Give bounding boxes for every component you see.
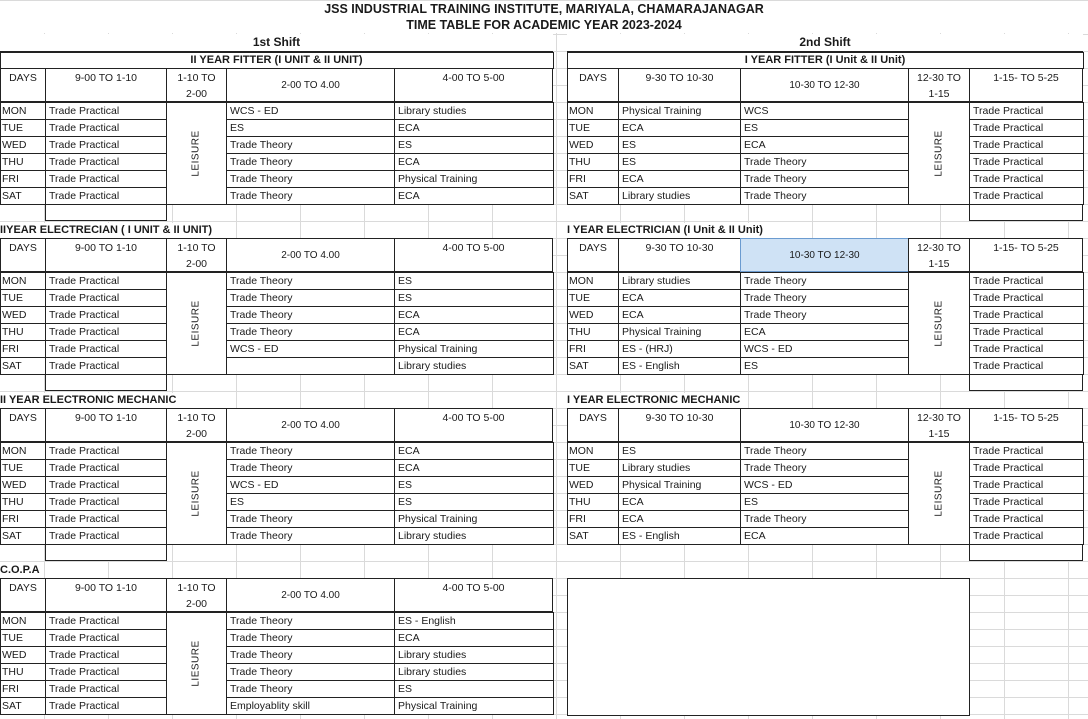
elec1-header-p2[interactable]: 10-30 TO 12-30 [740, 238, 909, 272]
fitter1-empty-row-p3 [969, 204, 1083, 221]
em2-col-line [226, 442, 227, 544]
elec2-body-border [0, 272, 554, 375]
elec2-header-break [166, 238, 227, 272]
elec1-empty-row-p3 [969, 374, 1083, 391]
elec1-p3-row-5: Trade Practical [970, 358, 1083, 374]
elec1-header-break-l2: 1-15 [928, 258, 950, 270]
em1-header-days: DAYS [567, 408, 619, 442]
fitter2-col-line [226, 102, 227, 204]
copa-header-p2: 2-00 TO 4.00 [226, 578, 395, 612]
fitter2-p2-row-4: Trade Theory [227, 171, 394, 187]
shift1-title: 1st Shift [0, 34, 553, 51]
em1-p2-row-5: ECA [741, 528, 908, 544]
elec2-p1-row-4: Trade Practical [46, 341, 166, 357]
fitter1-header-break-l2: 1-15 [928, 88, 950, 100]
em2-header-break-l2: 2-00 [185, 428, 207, 440]
em2-p3-row-2: ES [395, 477, 553, 493]
elec2-p1-row-2: Trade Practical [46, 307, 166, 323]
em2-empty-row-p1 [45, 544, 167, 561]
em1-p3-row-0: Trade Practical [970, 443, 1083, 459]
em2-p3-row-3: ES [395, 494, 553, 510]
copa-header-p3: 4-00 TO 5-00 [394, 578, 553, 612]
fitter2-days-row-0: MON [1, 103, 45, 119]
elec1-col-line [740, 272, 741, 374]
elec2-days-row-5: SAT [1, 358, 45, 374]
copa-header-p1: 9-00 TO 1-10 [45, 578, 167, 612]
fitter1-p3-row-3: Trade Practical [970, 154, 1083, 170]
em2-header-days: DAYS [0, 408, 46, 442]
fitter2-p1-row-4: Trade Practical [46, 171, 166, 187]
elec1-p1-row-5: ES - English [619, 358, 740, 374]
elec1-header-break-l1: 12-30 TO [917, 242, 961, 254]
em1-p1-row-2: Physical Training [619, 477, 740, 493]
em1-header-break [908, 408, 970, 442]
copa-p2-row-3: Trade Theory [227, 664, 394, 680]
fitter1-days-row-2: WED [568, 137, 618, 153]
copa-days-row-2: WED [1, 647, 45, 663]
elec2-p1-row-3: Trade Practical [46, 324, 166, 340]
fitter2-p2-row-3: Trade Theory [227, 154, 394, 170]
em2-col-line [45, 442, 46, 544]
fitter2-col-line [45, 102, 46, 204]
fitter2-days-row-1: TUE [1, 120, 45, 136]
em2-header-p3: 4-00 TO 5-00 [394, 408, 553, 442]
fitter1-header-days: DAYS [567, 68, 619, 102]
em2-body-border [0, 442, 554, 545]
elec2-col-line [226, 272, 227, 374]
elec2-p2-row-3: Trade Theory [227, 324, 394, 340]
elec2-p2-row-0: Trade Theory [227, 273, 394, 289]
elec1-p3-row-3: Trade Practical [970, 324, 1083, 340]
fitter1-days-row-1: TUE [568, 120, 618, 136]
elec1-leisure-label: LEISURE [933, 300, 945, 347]
em1-col-line [740, 442, 741, 544]
fitter2-days-row-5: SAT [1, 188, 45, 204]
copa-p2-row-4: Trade Theory [227, 681, 394, 697]
fitter2-p1-row-3: Trade Practical [46, 154, 166, 170]
copa-header-days: DAYS [0, 578, 46, 612]
copa-p2-row-5: Employablity skill [227, 698, 394, 714]
fitter2-days-row-2: WED [1, 137, 45, 153]
em1-p1-row-4: ECA [619, 511, 740, 527]
elec1-p1-row-4: ES - (HRJ) [619, 341, 740, 357]
copa-p2-row-2: Trade Theory [227, 647, 394, 663]
copa-days-row-4: FRI [1, 681, 45, 697]
elec1-header-days: DAYS [567, 238, 619, 272]
em1-col-line [618, 442, 619, 544]
fitter1-days-row-3: THU [568, 154, 618, 170]
copa-p1-row-1: Trade Practical [46, 630, 166, 646]
fitter1-p1-row-4: ECA [619, 171, 740, 187]
copa-p3-row-1: ECA [395, 630, 553, 646]
em1-empty-row-p3 [969, 544, 1083, 561]
fitter1-p1-row-3: ES [619, 154, 740, 170]
fitter1-p1-row-1: ECA [619, 120, 740, 136]
elec2-p2-row-1: Trade Theory [227, 290, 394, 306]
fitter2-body-border [0, 102, 554, 205]
copa-p1-row-5: Trade Practical [46, 698, 166, 714]
em2-title: II YEAR ELECTRONIC MECHANIC [0, 394, 177, 406]
fitter2-title-box [0, 52, 554, 69]
copa-header-break [166, 578, 227, 612]
copa-p1-row-3: Trade Practical [46, 664, 166, 680]
copa-header-break-l2: 2-00 [185, 598, 207, 610]
copa-header-break-l1: 1-10 TO [177, 582, 216, 594]
fitter1-p3-row-5: Trade Practical [970, 188, 1083, 204]
fitter1-p2-row-1: ES [741, 120, 908, 136]
fitter1-header-p1: 9-30 TO 10-30 [618, 68, 741, 102]
elec2-days-row-4: FRI [1, 341, 45, 357]
elec2-col-line [394, 272, 395, 374]
fitter2-title: II YEAR FITTER (I UNIT & II UNIT) [0, 53, 555, 68]
fitter2-p3-row-3: ECA [395, 154, 553, 170]
fitter1-col-line [908, 102, 909, 204]
fitter2-col-line [166, 102, 167, 204]
fitter2-p3-row-5: ECA [395, 188, 553, 204]
elec1-p3-row-2: Trade Practical [970, 307, 1083, 323]
fitter1-days-row-0: MON [568, 103, 618, 119]
elec1-p2-row-5: ES [741, 358, 908, 374]
elec2-p3-row-1: ES [395, 290, 553, 306]
em1-p1-row-1: Library studies [619, 460, 740, 476]
elec1-days-row-2: WED [568, 307, 618, 323]
elec1-p3-row-0: Trade Practical [970, 273, 1083, 289]
em1-header-p2: 10-30 TO 12-30 [740, 408, 909, 442]
fitter2-p3-row-4: Physical Training [395, 171, 553, 187]
em2-p1-row-4: Trade Practical [46, 511, 166, 527]
fitter2-header-break-l1: 1-10 TO [177, 72, 216, 84]
copa-p1-row-0: Trade Practical [46, 613, 166, 629]
em1-days-row-1: TUE [568, 460, 618, 476]
em2-leisure-label: LEISURE [190, 470, 202, 517]
em1-header-p1: 9-30 TO 10-30 [618, 408, 741, 442]
elec2-header-break-l2: 2-00 [185, 258, 207, 270]
fitter1-title-box [567, 52, 1084, 69]
elec1-days-row-1: TUE [568, 290, 618, 306]
copa-days-row-0: MON [1, 613, 45, 629]
copa-col-line [45, 612, 46, 714]
fitter2-days-row-4: FRI [1, 171, 45, 187]
em1-p3-row-1: Trade Practical [970, 460, 1083, 476]
fitter1-p2-row-2: ECA [741, 137, 908, 153]
em1-days-row-3: THU [568, 494, 618, 510]
elec1-days-row-0: MON [568, 273, 618, 289]
fitter2-p2-row-1: ES [227, 120, 394, 136]
elec2-header-break-l1: 1-10 TO [177, 242, 216, 254]
em2-days-row-4: FRI [1, 511, 45, 527]
elec2-p3-row-2: ECA [395, 307, 553, 323]
fitter2-p2-row-5: Trade Theory [227, 188, 394, 204]
elec1-p2-row-0: Trade Theory [741, 273, 908, 289]
em1-p2-row-1: Trade Theory [741, 460, 908, 476]
elec1-p2-row-4: WCS - ED [741, 341, 908, 357]
em1-header-break-l1: 12-30 TO [917, 412, 961, 424]
elec1-p3-row-4: Trade Practical [970, 341, 1083, 357]
fitter1-p1-row-5: Library studies [619, 188, 740, 204]
em2-days-row-0: MON [1, 443, 45, 459]
fitter2-leisure-label: LEISURE [190, 130, 202, 177]
em1-p2-row-4: Trade Theory [741, 511, 908, 527]
fitter1-header-p3: 1-15- TO 5-25 [969, 68, 1083, 102]
em2-p3-row-4: Physical Training [395, 511, 553, 527]
fitter1-p3-row-1: Trade Practical [970, 120, 1083, 136]
em2-p3-row-1: ECA [395, 460, 553, 476]
em1-days-row-0: MON [568, 443, 618, 459]
elec2-p3-row-3: ECA [395, 324, 553, 340]
em2-p2-row-2: WCS - ED [227, 477, 394, 493]
copa-body-border [0, 612, 554, 715]
fitter2-p1-row-1: Trade Practical [46, 120, 166, 136]
fitter1-header-break-l1: 12-30 TO [917, 72, 961, 84]
elec2-days-row-0: MON [1, 273, 45, 289]
copa-col-line [166, 612, 167, 714]
em2-p3-row-5: Library studies [395, 528, 553, 544]
elec1-days-row-5: SAT [568, 358, 618, 374]
em2-header-break-l1: 1-10 TO [177, 412, 216, 424]
shift2-title: 2nd Shift [567, 34, 1083, 51]
elec1-header-p1: 9-30 TO 10-30 [618, 238, 741, 272]
elec1-col-line [908, 272, 909, 374]
fitter1-days-row-4: FRI [568, 171, 618, 187]
em2-p2-row-1: Trade Theory [227, 460, 394, 476]
elec2-title: IIYEAR ELECTRECIAN ( I UNIT & II UNIT) [0, 224, 213, 236]
fitter1-p3-row-2: Trade Practical [970, 137, 1083, 153]
em1-header-break-l2: 1-15 [928, 428, 950, 440]
elec1-p1-row-2: ECA [619, 307, 740, 323]
em1-p1-row-0: ES [619, 443, 740, 459]
elec1-header-p3: 1-15- TO 5-25 [969, 238, 1083, 272]
fitter1-col-line [969, 102, 970, 204]
copa-title: C.O.P.A [0, 564, 40, 576]
elec2-header-p2: 2-00 TO 4.00 [226, 238, 395, 272]
copa-p3-row-3: Library studies [395, 664, 553, 680]
em2-p1-row-0: Trade Practical [46, 443, 166, 459]
em2-days-row-1: TUE [1, 460, 45, 476]
fitter1-p2-row-0: WCS [741, 103, 908, 119]
elec2-p2-row-2: Trade Theory [227, 307, 394, 323]
copa-p2-row-0: Trade Theory [227, 613, 394, 629]
em1-p3-row-2: Trade Practical [970, 477, 1083, 493]
elec1-p2-row-3: ECA [741, 324, 908, 340]
em2-days-row-2: WED [1, 477, 45, 493]
em1-p2-row-2: WCS - ED [741, 477, 908, 493]
em2-p1-row-5: Trade Practical [46, 528, 166, 544]
em2-p1-row-1: Trade Practical [46, 460, 166, 476]
fitter1-p3-row-0: Trade Practical [970, 103, 1083, 119]
fitter2-p3-row-1: ECA [395, 120, 553, 136]
elec1-p1-row-0: Library studies [619, 273, 740, 289]
copa-col-line [394, 612, 395, 714]
em1-header-p3: 1-15- TO 5-25 [969, 408, 1083, 442]
elec1-p2-row-2: Trade Theory [741, 307, 908, 323]
elec1-days-row-3: THU [568, 324, 618, 340]
em2-p2-row-0: Trade Theory [227, 443, 394, 459]
elec2-p3-row-4: Physical Training [395, 341, 553, 357]
em1-p3-row-4: Trade Practical [970, 511, 1083, 527]
copa-p1-row-2: Trade Practical [46, 647, 166, 663]
elec2-header-days: DAYS [0, 238, 46, 272]
elec1-p3-row-1: Trade Practical [970, 290, 1083, 306]
fitter2-header-p3: 4-00 TO 5-00 [394, 68, 553, 102]
copa-p3-row-5: Physical Training [395, 698, 553, 714]
sheet-subtitle: TIME TABLE FOR ACADEMIC YEAR 2023-2024 [0, 17, 1088, 33]
copa-p1-row-4: Trade Practical [46, 681, 166, 697]
elec1-p1-row-3: Physical Training [619, 324, 740, 340]
elec2-leisure-label: LEISURE [190, 300, 202, 347]
copa-p3-row-2: Library studies [395, 647, 553, 663]
em1-days-row-4: FRI [568, 511, 618, 527]
em2-p1-row-2: Trade Practical [46, 477, 166, 493]
elec2-col-line [166, 272, 167, 374]
elec1-p1-row-1: ECA [619, 290, 740, 306]
em2-p2-row-5: Trade Theory [227, 528, 394, 544]
em2-header-p2: 2-00 TO 4.00 [226, 408, 395, 442]
elec2-empty-row-p1 [45, 374, 167, 391]
em2-days-row-3: THU [1, 494, 45, 510]
elec2-col-line [45, 272, 46, 374]
em1-p1-row-3: ECA [619, 494, 740, 510]
em1-days-row-5: SAT [568, 528, 618, 544]
em2-col-line [166, 442, 167, 544]
fitter1-col-line [618, 102, 619, 204]
fitter1-p1-row-2: ES [619, 137, 740, 153]
fitter1-p2-row-3: Trade Theory [741, 154, 908, 170]
em1-p2-row-3: ES [741, 494, 908, 510]
elec1-header-break [908, 238, 970, 272]
elec1-body-border [567, 272, 1084, 375]
em2-p1-row-3: Trade Practical [46, 494, 166, 510]
fitter2-header-days: DAYS [0, 68, 46, 102]
em2-p2-row-4: Trade Theory [227, 511, 394, 527]
em1-title: I YEAR ELECTRONIC MECHANIC [567, 394, 741, 406]
fitter1-p2-row-4: Trade Theory [741, 171, 908, 187]
em1-p1-row-5: ES - English [619, 528, 740, 544]
em1-leisure-label: LEISURE [933, 470, 945, 517]
fitter2-header-break [166, 68, 227, 102]
fitter2-header-p2: 2-00 TO 4.00 [226, 68, 395, 102]
copa-p3-row-4: ES [395, 681, 553, 697]
copa-days-row-5: SAT [1, 698, 45, 714]
em1-col-line [969, 442, 970, 544]
sheet-title: JSS INDUSTRIAL TRAINING INSTITUTE, MARIYALA, CHAMARAJANAGAR [0, 1, 1088, 17]
elec2-p1-row-1: Trade Practical [46, 290, 166, 306]
elec1-days-row-4: FRI [568, 341, 618, 357]
copa-days-row-1: TUE [1, 630, 45, 646]
fitter2-p3-row-0: Library studies [395, 103, 553, 119]
em2-days-row-5: SAT [1, 528, 45, 544]
elec2-days-row-3: THU [1, 324, 45, 340]
elec2-p2-row-4: WCS - ED [227, 341, 394, 357]
em1-p3-row-3: Trade Practical [970, 494, 1083, 510]
fitter1-body-border [567, 102, 1084, 205]
fitter1-p2-row-5: Trade Theory [741, 188, 908, 204]
fitter2-p3-row-2: ES [395, 137, 553, 153]
em2-header-p1: 9-00 TO 1-10 [45, 408, 167, 442]
fitter2-p2-row-0: WCS - ED [227, 103, 394, 119]
em1-days-row-2: WED [568, 477, 618, 493]
fitter1-col-line [740, 102, 741, 204]
em2-col-line [394, 442, 395, 544]
elec2-p1-row-0: Trade Practical [46, 273, 166, 289]
fitter2-p1-row-0: Trade Practical [46, 103, 166, 119]
copa-days-row-3: THU [1, 664, 45, 680]
fitter2-p1-row-2: Trade Practical [46, 137, 166, 153]
elec2-header-p3: 4-00 TO 5-00 [394, 238, 553, 272]
empty-block-shift2 [567, 578, 970, 716]
em1-p3-row-5: Trade Practical [970, 528, 1083, 544]
elec1-title: I YEAR ELECTRICIAN (I Unit & II Unit) [567, 224, 763, 236]
em2-header-break [166, 408, 227, 442]
fitter2-p2-row-2: Trade Theory [227, 137, 394, 153]
elec2-p3-row-5: Library studies [395, 358, 553, 374]
elec2-days-row-1: TUE [1, 290, 45, 306]
fitter1-header-p2: 10-30 TO 12-30 [740, 68, 909, 102]
fitter2-days-row-3: THU [1, 154, 45, 170]
copa-p2-row-1: Trade Theory [227, 630, 394, 646]
elec2-header-p1: 9-00 TO 1-10 [45, 238, 167, 272]
fitter1-p1-row-0: Physical Training [619, 103, 740, 119]
fitter1-leisure-label: LEISURE [933, 130, 945, 177]
copa-leisure-label: LIESURE [190, 640, 202, 687]
elec2-days-row-2: WED [1, 307, 45, 323]
fitter2-header-p1: 9-00 TO 1-10 [45, 68, 167, 102]
elec1-col-line [618, 272, 619, 374]
fitter1-header-break [908, 68, 970, 102]
em2-p2-row-3: ES [227, 494, 394, 510]
em1-body-border [567, 442, 1084, 545]
fitter1-title: I YEAR FITTER (I Unit & II Unit) [567, 53, 1085, 68]
fitter1-p3-row-4: Trade Practical [970, 171, 1083, 187]
copa-col-line [226, 612, 227, 714]
fitter2-col-line [394, 102, 395, 204]
copa-p3-row-0: ES - English [395, 613, 553, 629]
elec1-col-line [969, 272, 970, 374]
em1-p2-row-0: Trade Theory [741, 443, 908, 459]
fitter2-empty-row-p1 [45, 204, 167, 221]
fitter2-header-break-l2: 2-00 [185, 88, 207, 100]
fitter2-p1-row-5: Trade Practical [46, 188, 166, 204]
em1-col-line [908, 442, 909, 544]
elec2-p3-row-0: ES [395, 273, 553, 289]
elec2-p1-row-5: Trade Practical [46, 358, 166, 374]
fitter1-days-row-5: SAT [568, 188, 618, 204]
elec1-p2-row-1: Trade Theory [741, 290, 908, 306]
em2-p3-row-0: ECA [395, 443, 553, 459]
